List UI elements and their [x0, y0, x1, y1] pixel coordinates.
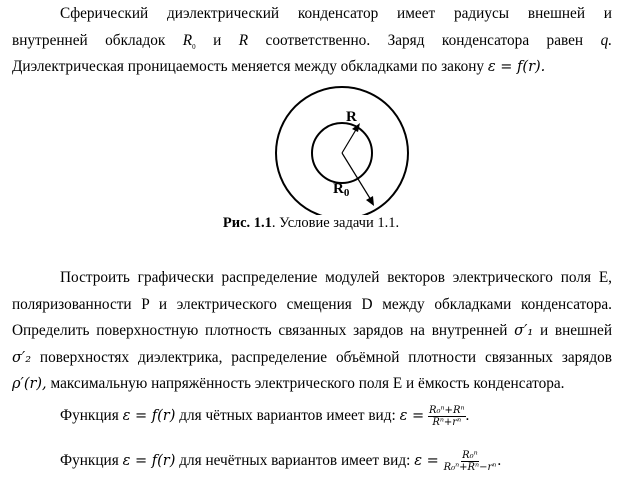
capacitor-figure — [0, 0, 622, 215]
para1-line2: внутренней обкладок $R_0$ и R соответственно. Заряд конденсатора равен q. — [12, 31, 613, 51]
para1-line3: Диэлектрическая проницаемость меняется между обкладками по закону ε = f(r). — [12, 58, 546, 75]
para2-line1: Построить графически распределение модулей векторов электрического поля E, — [60, 269, 612, 286]
label-r0: $R_0$ — [333, 181, 350, 199]
para1-line1: Сферический диэлектрический конденсатор имеет радиусы внешней и — [60, 5, 612, 22]
radius-arrow-r — [342, 128, 357, 153]
label-r: R — [346, 109, 357, 125]
para2-line4: σ′₂ поверхностях диэлектрика, распределение объёмной плотности связанных зарядов — [12, 348, 612, 366]
figure-caption: Рис. 1.1. Условие задачи 1.1. — [222, 215, 400, 231]
fraction-even: $\frac{\text{R₀ⁿ+Rⁿ}}{\text{Rⁿ+rⁿ}}$ — [428, 405, 465, 428]
fraction-odd: $\frac{\text{R₀ⁿ}}{\text{R₀ⁿ+Rⁿ−rⁿ}}$ — [443, 450, 497, 473]
para2-line3: Определить поверхностную плотность связанных зарядов на внутренней σ′₁ и внешней — [12, 322, 613, 339]
paragraph-task — [12, 265, 612, 398]
function-odd: Функция ε = f(r) для нечётных вариантов имеет вид: ε = $\frac{\text{R₀ⁿ}}{\text{R₀ⁿ+Rⁿ−rⁿ}}$ . — [60, 450, 502, 473]
para2-line2: поляризованности P и электрического смещения D между обкладками конденсатора. — [12, 295, 612, 313]
function-even: Функция ε = f(r) для чётных вариантов имеет вид: ε = $\frac{\text{R₀ⁿ+Rⁿ}}{\text{Rⁿ+rⁿ}}$ . — [60, 405, 470, 428]
para2-line5: ρ′(r), максимальную напряжённость электрического поля E и ёмкость конденсатора. — [12, 375, 565, 392]
